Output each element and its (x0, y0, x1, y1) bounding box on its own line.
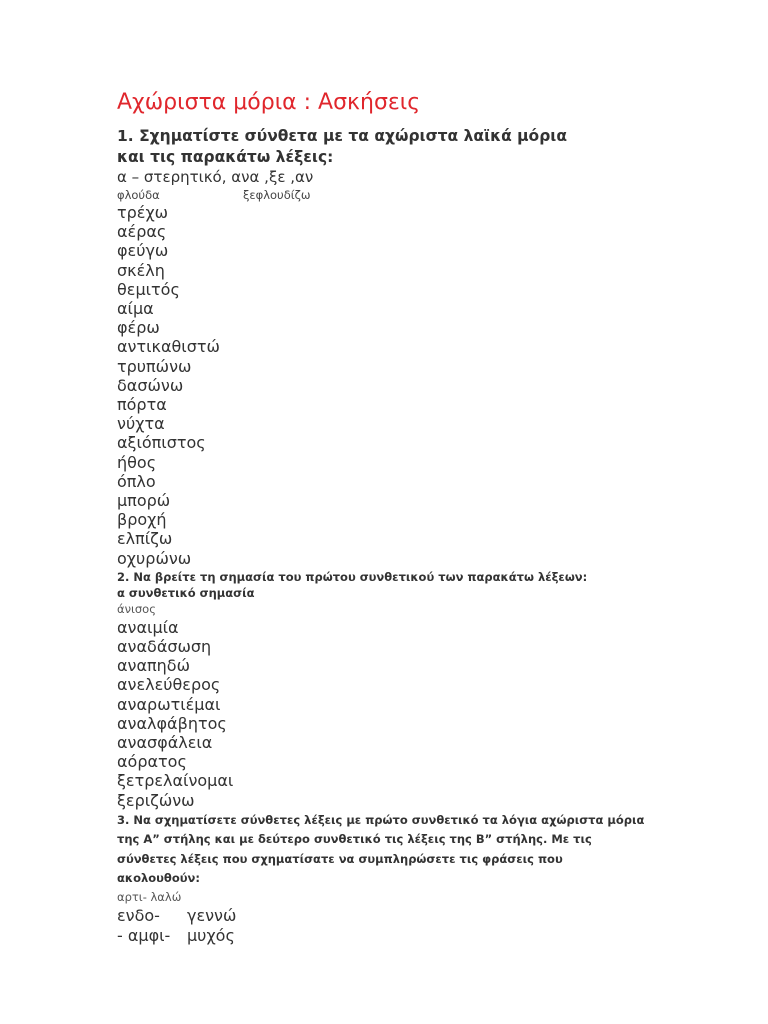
word-item: ανασφάλεια (117, 733, 213, 753)
exercise-1-heading-line1: 1. Σχηματίστε σύνθετα με τα αχώριστα λαϊκά μόρια (117, 127, 567, 145)
word-item: πόρτα (117, 395, 167, 415)
prefix-word-pair (117, 906, 747, 926)
word-item: αέρας (117, 222, 167, 242)
prefix: ενδο- (117, 905, 160, 925)
word-item: ξεριζώνω (117, 790, 195, 810)
word-item: αντικαθιστώ (117, 337, 220, 357)
exercise-1-heading-line2: και τις παρακάτω λέξεις: (117, 148, 334, 166)
exercise-1-subheading: α – στερητικό, ανα ,ξε ,αν (117, 168, 314, 186)
exercise-3-example: αρτι- λαλώ (117, 889, 182, 904)
word-item: αξιόπιστος (117, 433, 206, 453)
word-item: φεύγω (117, 241, 169, 261)
page-title: Αχώριστα μόρια : Ασκήσεις (117, 90, 421, 115)
word: μυχός (187, 925, 235, 945)
exercise-1-word-list (117, 203, 747, 568)
exercise-2-heading: 2. Να βρείτε τη σημασία του πρώτου συνθετικού των παρακάτω λέξεων: (117, 569, 588, 584)
word-item: αναρωτιέμαι (117, 694, 221, 714)
document-page (117, 88, 747, 946)
exercise-3-instructions: 3. Να σχηματίσετε σύνθετες λέξεις με πρώτο συνθετικό τα λόγια αχώριστα μόρια της Α” στήλης και με δεύτερο συνθετικό τις λέξεις της Β” στήλης. Με τις σύνθετες λέξεις που σχηματίσατε να συμπληρώσετε τις φράσεις που ακολουθούν: (117, 812, 645, 886)
word-item: αναλφάβητος (117, 713, 227, 733)
word-item: βροχή (117, 510, 167, 530)
word-item: φέρω (117, 318, 160, 338)
exercise-2-example: άνισος (117, 601, 156, 616)
example-word: φλούδα (117, 188, 160, 202)
exercise-2-word-list (117, 618, 747, 810)
word-item: ήθος (117, 452, 157, 472)
word: γεννώ (187, 905, 237, 925)
word-item: αόρατος (117, 752, 187, 772)
exercise-2-subheading: α συνθετικό σημασία (117, 585, 255, 600)
word-item: αναδάσωση (117, 637, 212, 657)
word-item: θεμιτός (117, 279, 180, 299)
word-item: ξετρελαίνομαι (117, 771, 234, 791)
word-item: ανελεύθερος (117, 675, 221, 695)
word-item: οχυρώνω (117, 548, 192, 568)
word-item: αναπηδώ (117, 656, 190, 676)
exercise-1-heading (117, 126, 747, 168)
word-item: όπλο (117, 471, 156, 491)
prefix: - αμφι- (117, 925, 171, 945)
word-item: τρυπώνω (117, 356, 192, 376)
word-item: τρέχω (117, 203, 169, 222)
word-item: αναιμία (117, 617, 179, 637)
example-answer: ξεφλουδίζω (243, 188, 311, 202)
word-item: αίμα (117, 299, 154, 319)
word-item: ελπίζω (117, 529, 173, 549)
word-item: δασώνω (117, 375, 184, 395)
exercise-1-example (117, 187, 747, 203)
prefix-word-pair (117, 926, 747, 946)
word-item: νύχτα (117, 414, 165, 434)
word-item: μπορώ (117, 491, 171, 511)
word-item: σκέλη (117, 260, 165, 280)
